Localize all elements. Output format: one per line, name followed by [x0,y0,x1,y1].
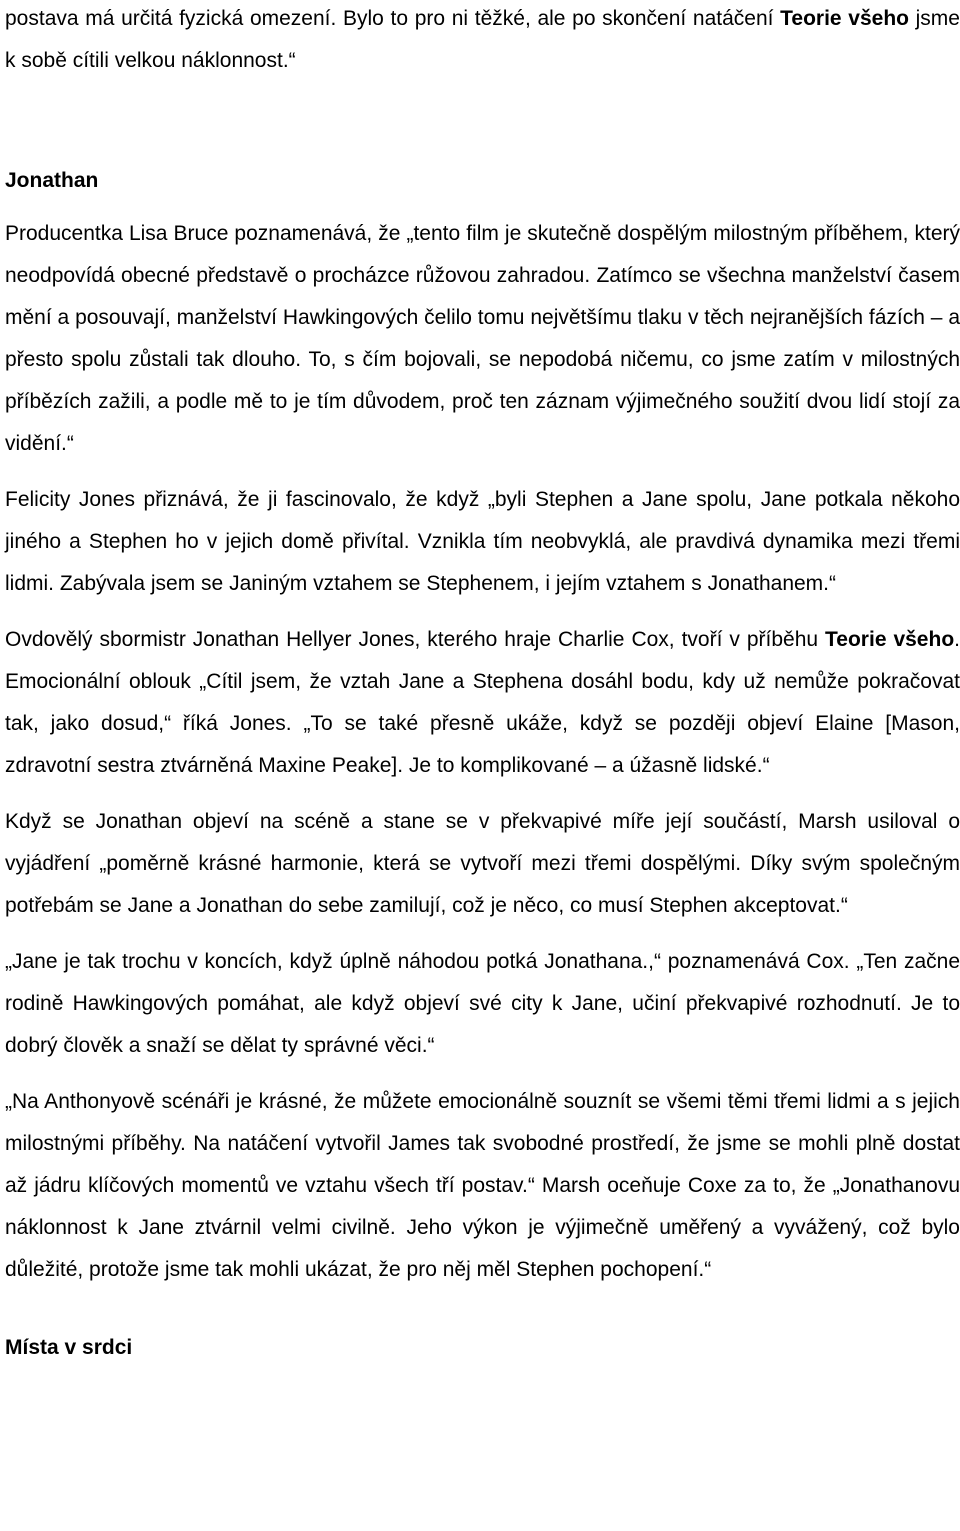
ovdovely-text-1: Ovdovělý sbormistr Jonathan Hellyer Jones, kterého hraje Charlie Cox, tvoří v příběhu [5,628,826,651]
cox-paragraph: „Jane je tak trochu v koncích, když úplně náhodou potká Jonathana.,“ poznamenává Cox. „Ten začne rodině Hawkingových pomáhat, ale když objeví své city k Jane, učiní překvapivé rozhodnutí. Je to dobrý člověk a snaží se dělat ty správné věci.“ [5,950,960,1057]
document-page [5,0,960,1369]
intro-paragraph [5,0,960,82]
anthony-paragraph: „Na Anthonyově scénáři je krásné, že můžete emocionálně souznít se všemi těmi třemi lidmi a s jejich milostnými příběhy. Na natáčení vytvořil James tak svobodné prostředí, že jsme se mohli plně dostat až jádru klíčových momentů ve vztahu všech tří postav.“ Marsh oceňuje Coxe za to, že „Jonathanovu náklonnost k Jane ztvárnil velmi civilně. Jeho výkon je výjimečně uměřený a vyvážený, což bylo důležité, protože jsme tak mohli ukázat, že pro něj měl Stephen pochopení.“ [5,1090,960,1281]
intro-text-2: jsme k sobě cítili velkou náklonnost.“ [5,7,960,72]
ovdovely-text-2: . Emocionální oblouk „Cítil jsem, že vztah Jane a Stephena dosáhl bodu, kdy už nemůže pokračovat tak, jako dosud,“ říká Jones. „To se také přesně ukáže, když se později objeví Elaine [Mason, zdravotní sestra ztvárněná Maxine Peake]. Je to komplikované – a úžasně lidské.“ [5,628,960,777]
kdyz-paragraph: Když se Jonathan objeví na scéně a stane se v překvapivé míře její součástí, Marsh usiloval o vyjádření „poměrně krásné harmonie, která se vytvoří mezi třemi dospělými. Díky svým společným potřebám se Jane a Jonathan do sebe zamilují, což je něco, co musí Stephen akceptovat.“ [5,810,960,917]
producer-paragraph: Producentka Lisa Bruce poznamenává, že „tento film je skutečně dospělým milostným příběhem, který neodpovídá obecné představě o procházce růžovou zahradou. Zatímco se všechna manželství časem mění a posouvají, manželství Hawkingových čelilo tomu největšímu tlaku v těch nejranějších fázích – a přesto spolu zůstali tak dlouho. To, s čím bojovali, se nepodobá ničemu, co jsme zatím v milostných příbězích zažili, a podle mě to je tím důvodem, proč ten záznam výjimečného soužití dvou lidí stojí za vidění.“ [5,222,960,455]
ovdovely-paragraph [5,619,960,787]
felicity-paragraph: Felicity Jones přiznává, že ji fascinovalo, že když „byli Stephen a Jane spolu, Jane potkala někoho jiného a Stephen ho v jejich domě přivítal. Vznikla tím neobvyklá, ale pravdivá dynamika mezi třemi lidmi. Zabývala jsem se Janiným vztahem se Stephenem, i jejím vztahem s Jonathanem.“ [5,488,960,595]
section-heading-mista: Místa v srdci [5,1336,133,1359]
section-heading-jonathan: Jonathan [5,169,99,192]
ovdovely-film-title: Teorie všeho [825,628,955,651]
intro-film-title: Teorie všeho [780,7,909,30]
intro-text-1: postava má určitá fyzická omezení. Bylo to pro ni těžké, ale po skončení natáčení [5,7,781,30]
